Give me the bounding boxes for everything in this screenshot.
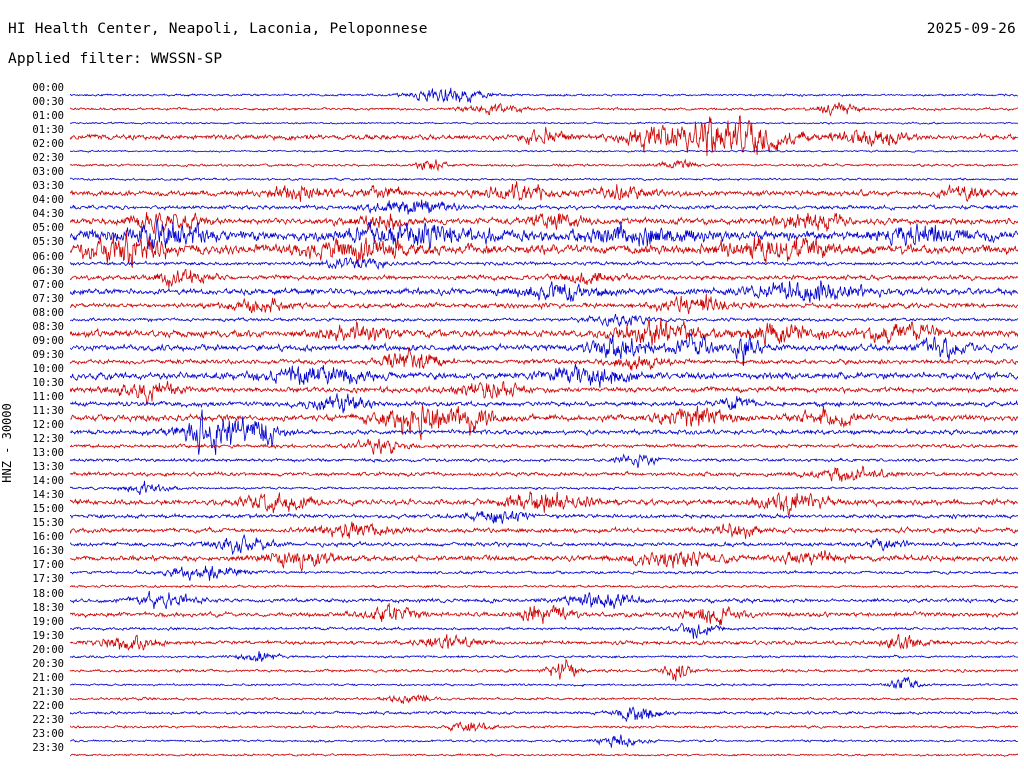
trace-line [70,314,1018,326]
trace-line [70,695,1018,704]
trace-line [70,102,1018,115]
helicorder-plot [0,80,1024,770]
time-tick-label: 00:30 [32,96,64,109]
time-tick-label: 14:30 [32,489,64,502]
trace-line [70,722,1018,731]
record-date: 2025-09-26 [926,21,1016,37]
time-tick-label: 19:30 [32,629,64,642]
time-tick-label: 21:30 [32,685,64,698]
time-tick-labels [0,80,70,770]
time-tick-label: 23:00 [32,727,64,740]
trace-line [70,651,1018,662]
trace-line [70,634,1018,650]
trace-line [70,178,1018,181]
time-tick-label: 11:30 [32,404,64,417]
trace-line [70,591,1018,609]
time-tick-label: 20:30 [32,657,64,670]
trace-line [70,481,1018,495]
time-tick-label: 09:30 [32,348,64,361]
time-tick-label: 20:00 [32,643,64,656]
time-tick-label: 10:00 [32,362,64,375]
trace-line [70,566,1018,581]
time-tick-label: 22:30 [32,713,64,726]
time-tick-label: 10:30 [32,376,64,389]
trace-line [70,677,1018,689]
time-tick-label: 12:00 [32,419,64,431]
trace-line [70,116,1018,156]
time-tick-label: 12:30 [32,433,64,446]
trace-line [70,393,1018,413]
trace-line [70,281,1018,303]
time-tick-label: 23:30 [32,741,64,754]
trace-line [70,466,1018,481]
trace-line [70,200,1018,215]
time-tick-label: 03:00 [32,166,64,179]
time-tick-label: 19:00 [32,615,64,628]
trace-line [70,381,1018,405]
time-tick-label: 11:00 [32,390,64,403]
time-tick-label: 07:00 [32,278,64,291]
time-tick-label: 05:00 [32,222,64,235]
time-tick-label: 15:30 [32,517,64,530]
time-tick-label: 22:00 [32,699,64,712]
seismogram-traces [70,80,1018,770]
time-tick-label: 08:00 [32,306,64,319]
time-tick-label: 14:00 [32,475,64,488]
time-tick-label: 07:30 [32,292,64,305]
trace-line [70,258,1018,269]
trace-line [70,122,1018,125]
time-tick-label: 15:00 [32,503,64,516]
trace-line [70,522,1018,540]
time-tick-label: 02:00 [32,138,64,151]
time-tick-label: 04:00 [32,194,64,207]
trace-line [70,405,1018,440]
y-axis-label-text: HNZ - 30000 [0,403,14,483]
time-tick-label: 03:30 [32,180,64,193]
chart-header [0,0,1024,76]
trace-line [70,88,1018,103]
page-title: HI Health Center, Neapoli, Laconia, Peloponnese [8,21,428,37]
time-tick-label: 04:30 [32,208,64,221]
trace-line [70,181,1018,202]
trace-canvas [70,80,1018,770]
trace-line [70,735,1018,748]
time-tick-label: 18:00 [32,587,64,600]
trace-line [70,754,1018,757]
time-tick-label: 17:00 [32,559,64,572]
trace-line [70,603,1018,625]
time-tick-label: 05:30 [32,236,64,249]
applied-filter-label: Applied filter: WWSSN-SP [8,51,223,67]
time-tick-label: 13:30 [32,461,64,474]
time-tick-label: 09:00 [32,334,64,347]
time-tick-label: 00:00 [32,82,64,94]
time-tick-label: 01:00 [32,110,64,123]
trace-line [70,159,1018,170]
trace-line [70,318,1018,346]
trace-line [70,364,1018,388]
time-tick-label: 06:00 [32,250,64,263]
trace-line [70,585,1018,588]
time-tick-label: 13:00 [32,447,64,460]
trace-line [70,455,1018,468]
trace-line [70,707,1018,721]
time-tick-label: 16:00 [32,531,64,544]
trace-line [70,439,1018,455]
time-tick-label: 06:30 [32,264,64,277]
time-tick-label: 08:30 [32,320,64,333]
time-tick-label: 17:30 [32,573,64,586]
trace-line [70,347,1018,370]
trace-line [70,535,1018,555]
trace-line [70,270,1018,288]
time-tick-label: 02:30 [32,152,64,165]
trace-line [70,492,1018,516]
trace-line [70,212,1018,234]
trace-line [70,660,1018,682]
trace-line [70,623,1018,639]
trace-line [70,294,1018,314]
time-tick-label: 16:30 [32,545,64,558]
time-tick-label: 21:00 [32,671,64,684]
time-tick-label: 01:30 [32,124,64,137]
time-tick-label: 18:30 [32,601,64,614]
trace-line [70,150,1018,152]
trace-line [70,511,1018,524]
